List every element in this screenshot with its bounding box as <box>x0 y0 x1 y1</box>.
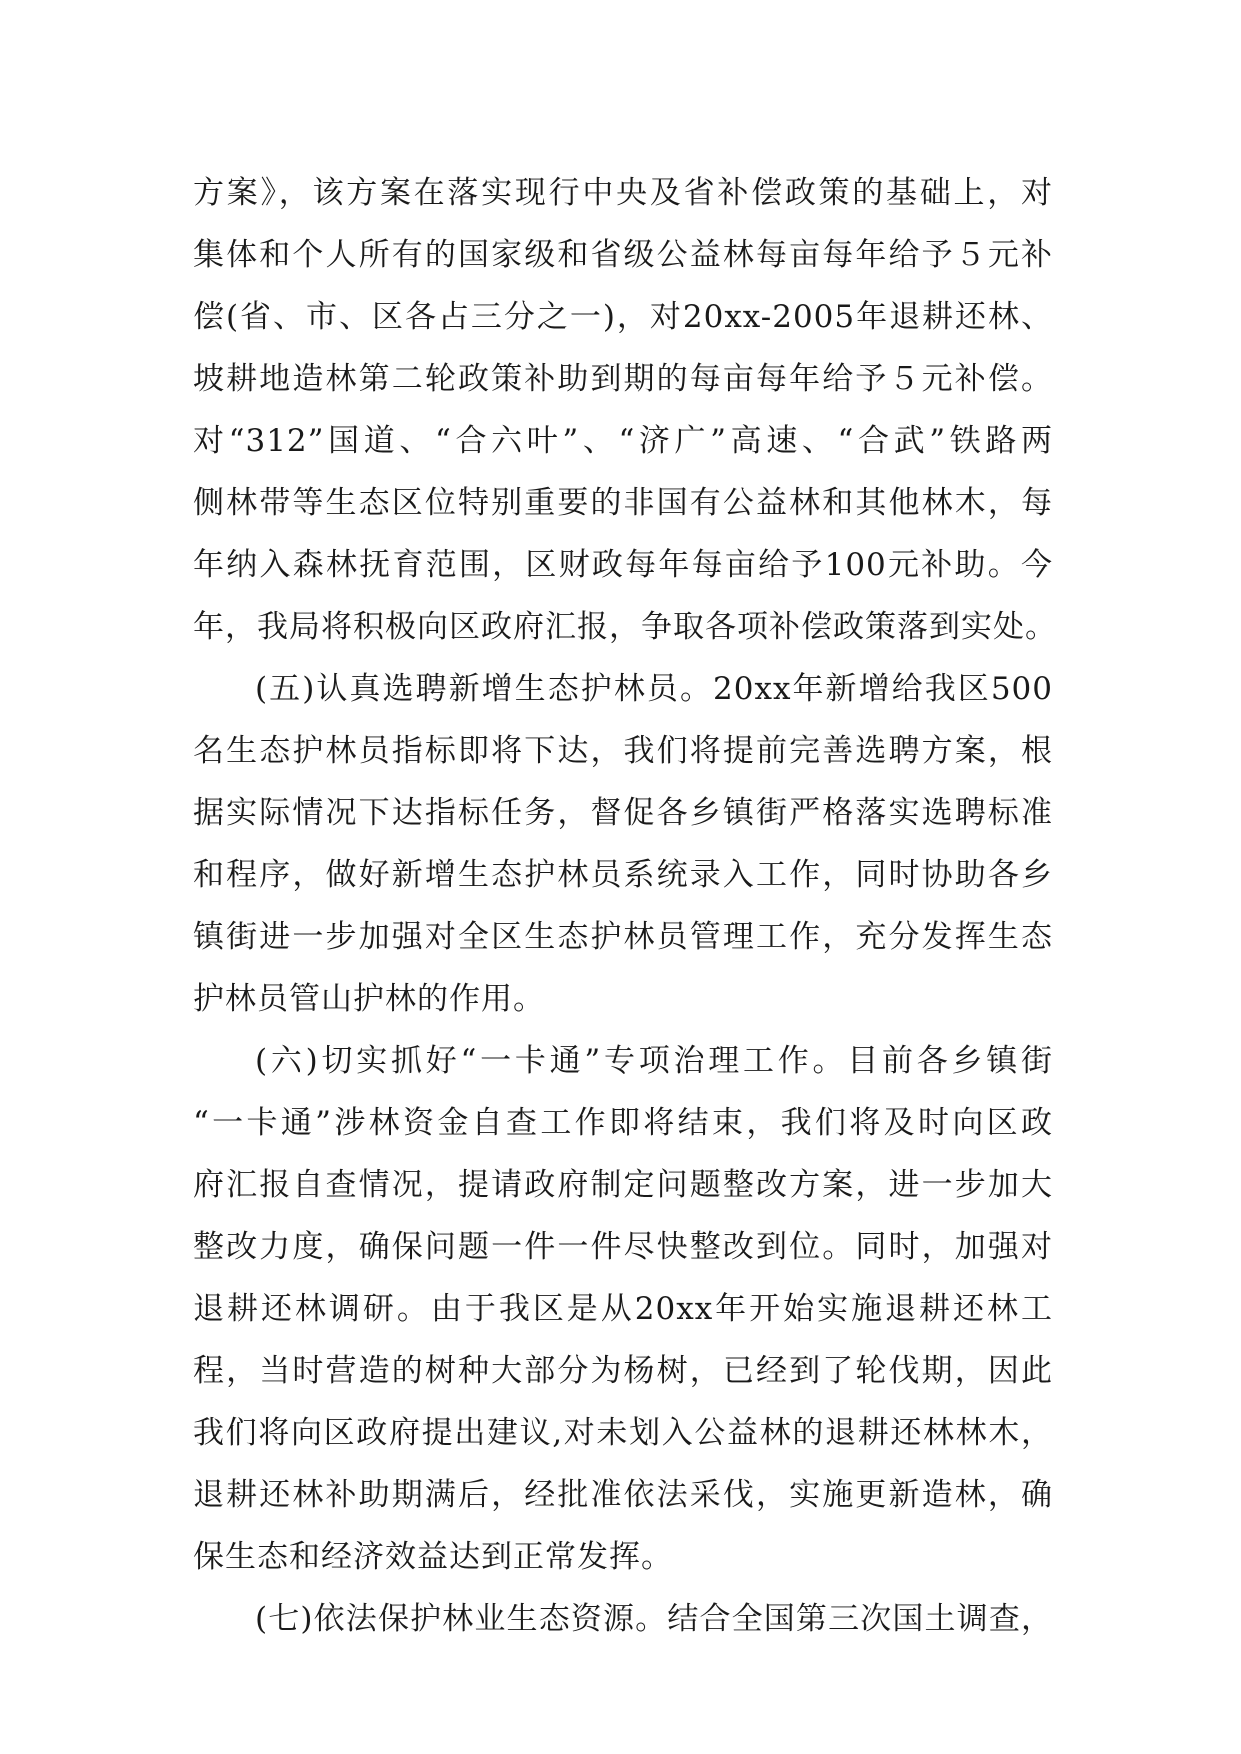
text-line: 偿(省、市、区各占三分之一)，对20xx-2005年退耕还林、 <box>193 299 1053 335</box>
text-line: 护林员管山护林的作用。 <box>193 981 545 1017</box>
text-line: 年纳入森林抚育范围，区财政每年每亩给予100元补助。今 <box>193 547 1053 583</box>
text-line: 整改力度，确保问题一件一件尽快整改到位。同时，加强对 <box>193 1229 1053 1265</box>
text-line: 程，当时营造的树种大部分为杨树，已经到了轮伐期，因此 <box>193 1353 1053 1389</box>
text-line: 侧林带等生态区位特别重要的非国有公益林和其他林木，每 <box>193 485 1053 521</box>
text-line: 退耕还林调研。由于我区是从20xx年开始实施退耕还林工 <box>193 1291 1053 1327</box>
text-line: 对“312”国道、“合六叶”、“济广”高速、“合武”铁路两 <box>193 423 1053 459</box>
text-line: 镇街进一步加强对全区生态护林员管理工作，充分发挥生态 <box>193 919 1053 955</box>
paragraph-heading-line: (六)切实抓好“一卡通”专项治理工作。目前各乡镇街 <box>255 1043 1053 1079</box>
text-line: 据实际情况下达指标任务，督促各乡镇街严格落实选聘标准 <box>193 795 1053 831</box>
text-line: 名生态护林员指标即将下达，我们将提前完善选聘方案，根 <box>193 733 1053 769</box>
text-line: 方案》，该方案在落实现行中央及省补偿政策的基础上，对 <box>193 175 1053 211</box>
text-line: 府汇报自查情况，提请政府制定问题整改方案，进一步加大 <box>193 1167 1053 1203</box>
text-line: 退耕还林补助期满后，经批准依法采伐，实施更新造林，确 <box>193 1477 1053 1513</box>
text-line: 集体和个人所有的国家级和省级公益林每亩每年给予５元补 <box>193 237 1053 273</box>
text-line: “一卡通”涉林资金自查工作即将结束，我们将及时向区政 <box>193 1105 1053 1141</box>
text-line: 和程序，做好新增生态护林员系统录入工作，同时协助各乡 <box>193 857 1053 893</box>
paragraph-heading-line: (七)依法保护林业生态资源。结合全国第三次国土调查， <box>255 1601 1053 1637</box>
text-line: 我们将向区政府提出建议,对未划入公益林的退耕还林林木， <box>193 1415 1053 1451</box>
text-line: 保生态和经济效益达到正常发挥。 <box>193 1539 673 1575</box>
text-line: 年，我局将积极向区政府汇报，争取各项补偿政策落到实处。 <box>193 609 1057 645</box>
paragraph-heading-line: (五)认真选聘新增生态护林员。20xx年新增给我区500 <box>255 671 1053 707</box>
text-line: 坡耕地造林第二轮政策补助到期的每亩每年给予５元补偿。 <box>193 361 1053 397</box>
document-body <box>193 162 1057 1650</box>
